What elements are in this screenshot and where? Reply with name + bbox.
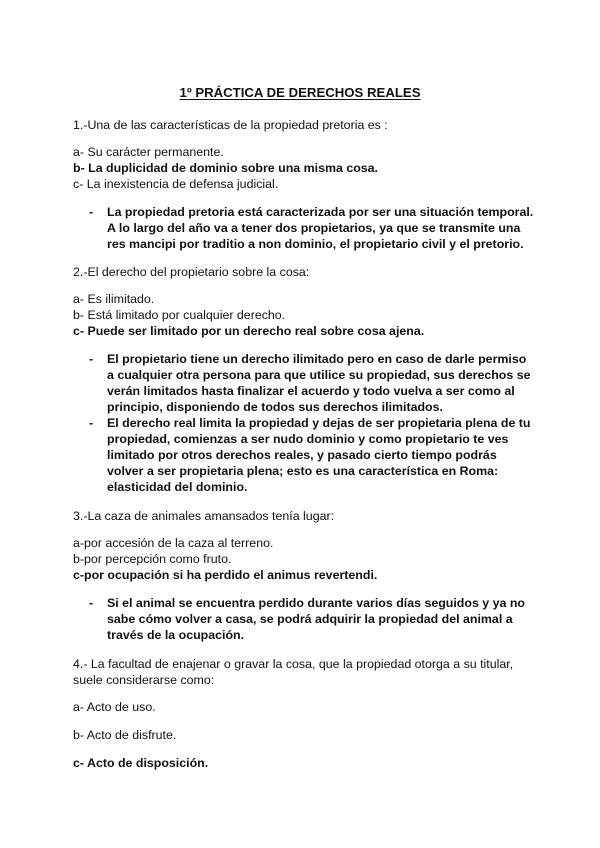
q2-explanation2-line-5: elasticidad del dominio. (107, 480, 248, 494)
q4-option-c-correct: c- Acto de disposición. (73, 756, 209, 770)
q4-option-a: a- Acto de uso. (73, 700, 156, 714)
q2-bullet-marker-1: - (89, 352, 94, 366)
q2-explanation2-line-4: volver a ser propietaria plena; esto es una característica en Roma: (107, 464, 499, 478)
q1-bullet-marker: - (89, 205, 94, 219)
q3-explanation-line-3: través de la ocupación. (107, 628, 245, 642)
q2-explanation1-line-3: verán limitados hasta finalizar el acuerdo y todo vuelva a ser como al (107, 384, 515, 398)
q2-option-a: a- Es ilimitado. (73, 292, 155, 306)
q1-option-a: a- Su carácter permanente. (73, 145, 224, 159)
q3-option-b: b-por percepción como fruto. (73, 552, 232, 566)
question-3: 3.-La caza de animales amansados tenía lugar: (73, 509, 335, 523)
q3-bullet-marker: - (89, 596, 94, 610)
question-4-line-2: suele considerarse como: (73, 673, 215, 687)
q3-option-c-correct: c-por ocupación si ha perdido el animus revertendi. (73, 568, 378, 582)
q4-option-b: b- Acto de disfrute. (73, 728, 177, 742)
q3-explanation-line-2: sabe cómo volver a casa, se podrá adquirir la propiedad del animal a (107, 612, 513, 626)
q1-option-c: c- La inexistencia de defensa judicial. (73, 177, 279, 191)
question-1: 1.-Una de las características de la propiedad pretoria es : (73, 118, 388, 132)
q2-explanation1-line-4: principio, disponiendo de todos sus derechos ilimitados. (107, 400, 443, 414)
q1-explanation-line-1: La propiedad pretoria está caracterizada por ser una situación temporal. (107, 205, 534, 219)
q3-explanation-line-1: Si el animal se encuentra perdido durante varios días seguidos y ya no (107, 596, 525, 610)
q2-explanation2-line-1: El derecho real limita la propiedad y dejas de ser propietaria plena de tu (107, 416, 531, 430)
q2-option-b: b- Está limitado por cualquier derecho. (73, 308, 286, 322)
q1-option-b-correct: b- La duplicidad de dominio sobre una misma cosa. (73, 161, 378, 175)
q2-explanation1-line-1: El propietario tiene un derecho ilimitado pero en caso de darle permiso (107, 352, 527, 366)
q2-explanation2-line-3: limitado por otros derechos reales, y pasado cierto tiempo podrás (107, 448, 497, 462)
document-title: 1º PRÁCTICA DE DERECHOS REALES (179, 85, 421, 100)
q2-explanation2-line-2: propiedad, comienzas a ser nudo dominio y como propietario te ves (107, 432, 509, 446)
q2-bullet-marker-2: - (89, 416, 94, 430)
q2-explanation1-line-2: a cualquier otra persona para que utilice su propiedad, sus derechos se (107, 368, 531, 382)
question-2: 2.-El derecho del propietario sobre la cosa: (73, 265, 310, 279)
question-4-line-1: 4.- La facultad de enajenar o gravar la cosa, que la propiedad otorga a su titular, (73, 657, 514, 671)
q1-explanation-line-2: A lo largo del año va a tener dos propietarios, ya que se transmite una (107, 221, 521, 235)
q1-explanation-line-3: res mancipi por traditio a non dominio, el propietario civil y el pretorio. (107, 237, 524, 251)
q2-option-c-correct: c- Puede ser limitado por un derecho real sobre cosa ajena. (73, 324, 425, 338)
q3-option-a: a-por accesión de la caza al terreno. (73, 536, 274, 550)
